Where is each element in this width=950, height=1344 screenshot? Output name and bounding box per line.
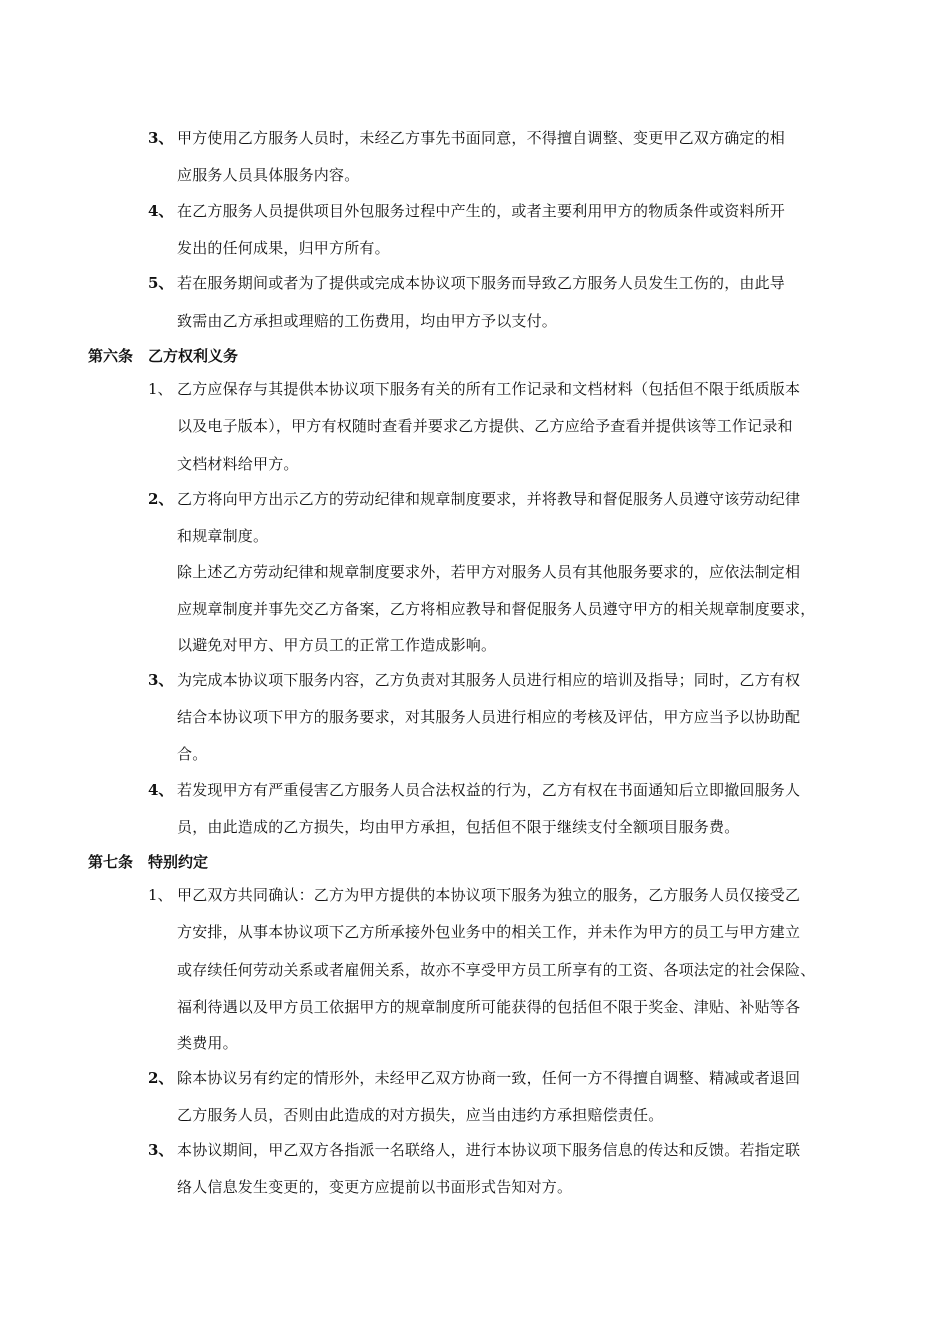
item-text-line: 应服务人员具体服务内容。 bbox=[177, 166, 360, 184]
item-text-line: 除本协议另有约定的情形外，未经甲乙双方协商一致，任何一方不得擅自调整、精减或者退回 bbox=[177, 1069, 801, 1087]
item-number: 5、 bbox=[148, 274, 174, 292]
item-text-line: 应规章制度并事先交乙方备案，乙方将相应教导和督促服务人员遵守甲方的相关规章制度要求， bbox=[177, 600, 816, 618]
item-text-line: 文档材料给甲方。 bbox=[177, 455, 299, 473]
item-number: 3、 bbox=[148, 1141, 174, 1159]
item-text-line: 和规章制度。 bbox=[177, 527, 269, 545]
item-text-line: 发出的任何成果，归甲方所有。 bbox=[177, 239, 390, 257]
item-number: 1、 bbox=[148, 380, 173, 398]
item-number: 4、 bbox=[148, 781, 174, 799]
item-text-line: 以及电子版本），甲方有权随时查看并要求乙方提供、乙方应给予查看并提供该等工作记录和 bbox=[177, 417, 793, 435]
item-text-line: 方安排，从事本协议项下乙方所承接外包业务中的相关工作，并未作为甲方的员工与甲方建立 bbox=[177, 923, 801, 941]
item-text-line: 合。 bbox=[177, 745, 208, 763]
article-heading: 第六条 乙方权利义务 bbox=[88, 347, 239, 365]
item-text-line: 络人信息发生变更的，变更方应提前以书面形式告知对方。 bbox=[177, 1178, 573, 1196]
item-text-line: 员，由此造成的乙方损失，均由甲方承担，包括但不限于继续支付全额项目服务费。 bbox=[177, 818, 740, 836]
item-text-line: 乙方服务人员，否则由此造成的对方损失，应当由违约方承担赔偿责任。 bbox=[177, 1106, 664, 1124]
item-text-line: 除上述乙方劳动纪律和规章制度要求外，若甲方对服务人员有其他服务要求的，应依法制定相 bbox=[177, 563, 801, 581]
article-heading: 第七条 特别约定 bbox=[88, 853, 209, 871]
item-text-line: 乙方应保存与其提供本协议项下服务有关的所有工作记录和文档材料（包括但不限于纸质版本 bbox=[177, 380, 801, 398]
item-number: 1、 bbox=[148, 886, 173, 904]
item-number: 2、 bbox=[148, 1069, 174, 1087]
item-text-line: 类费用。 bbox=[177, 1034, 238, 1052]
item-text-line: 福利待遇以及甲方员工依据甲方的规章制度所可能获得的包括但不限于奖金、津贴、补贴等各 bbox=[177, 998, 801, 1016]
item-text-line: 乙方将向甲方出示乙方的劳动纪律和规章制度要求，并将教导和督促服务人员遵守该劳动纪律 bbox=[177, 490, 801, 508]
item-text-line: 在乙方服务人员提供项目外包服务过程中产生的，或者主要利用甲方的物质条件或资料所开 bbox=[177, 202, 786, 220]
item-text-line: 若在服务期间或者为了提供或完成本协议项下服务而导致乙方服务人员发生工伤的，由此导 bbox=[177, 274, 786, 292]
item-text-line: 为完成本协议项下服务内容，乙方负责对其服务人员进行相应的培训及指导；同时，乙方有权 bbox=[177, 671, 801, 689]
item-text-line: 本协议期间，甲乙双方各指派一名联络人，进行本协议项下服务信息的传达和反馈。若指定联 bbox=[177, 1141, 801, 1159]
item-text-line: 甲方使用乙方服务人员时，未经乙方事先书面同意，不得擅自调整、变更甲乙双方确定的相 bbox=[177, 129, 786, 147]
item-number: 3、 bbox=[148, 671, 174, 689]
item-text-line: 致需由乙方承担或理赔的工伤费用，均由甲方予以支付。 bbox=[177, 312, 558, 330]
item-text-line: 以避免对甲方、甲方员工的正常工作造成影响。 bbox=[177, 636, 497, 654]
item-number: 2、 bbox=[148, 490, 174, 508]
item-number: 4、 bbox=[148, 202, 174, 220]
item-number: 3、 bbox=[148, 129, 174, 147]
item-text-line: 甲乙双方共同确认：乙方为甲方提供的本协议项下服务为独立的服务，乙方服务人员仅接受乙 bbox=[177, 886, 801, 904]
item-text-line: 若发现甲方有严重侵害乙方服务人员合法权益的行为，乙方有权在书面通知后立即撤回服务人 bbox=[177, 781, 801, 799]
item-text-line: 或存续任何劳动关系或者雇佣关系，故亦不享受甲方员工所享有的工资、各项法定的社会保险、 bbox=[177, 961, 816, 979]
item-text-line: 结合本协议项下甲方的服务要求，对其服务人员进行相应的考核及评估，甲方应当予以协助配 bbox=[177, 708, 801, 726]
